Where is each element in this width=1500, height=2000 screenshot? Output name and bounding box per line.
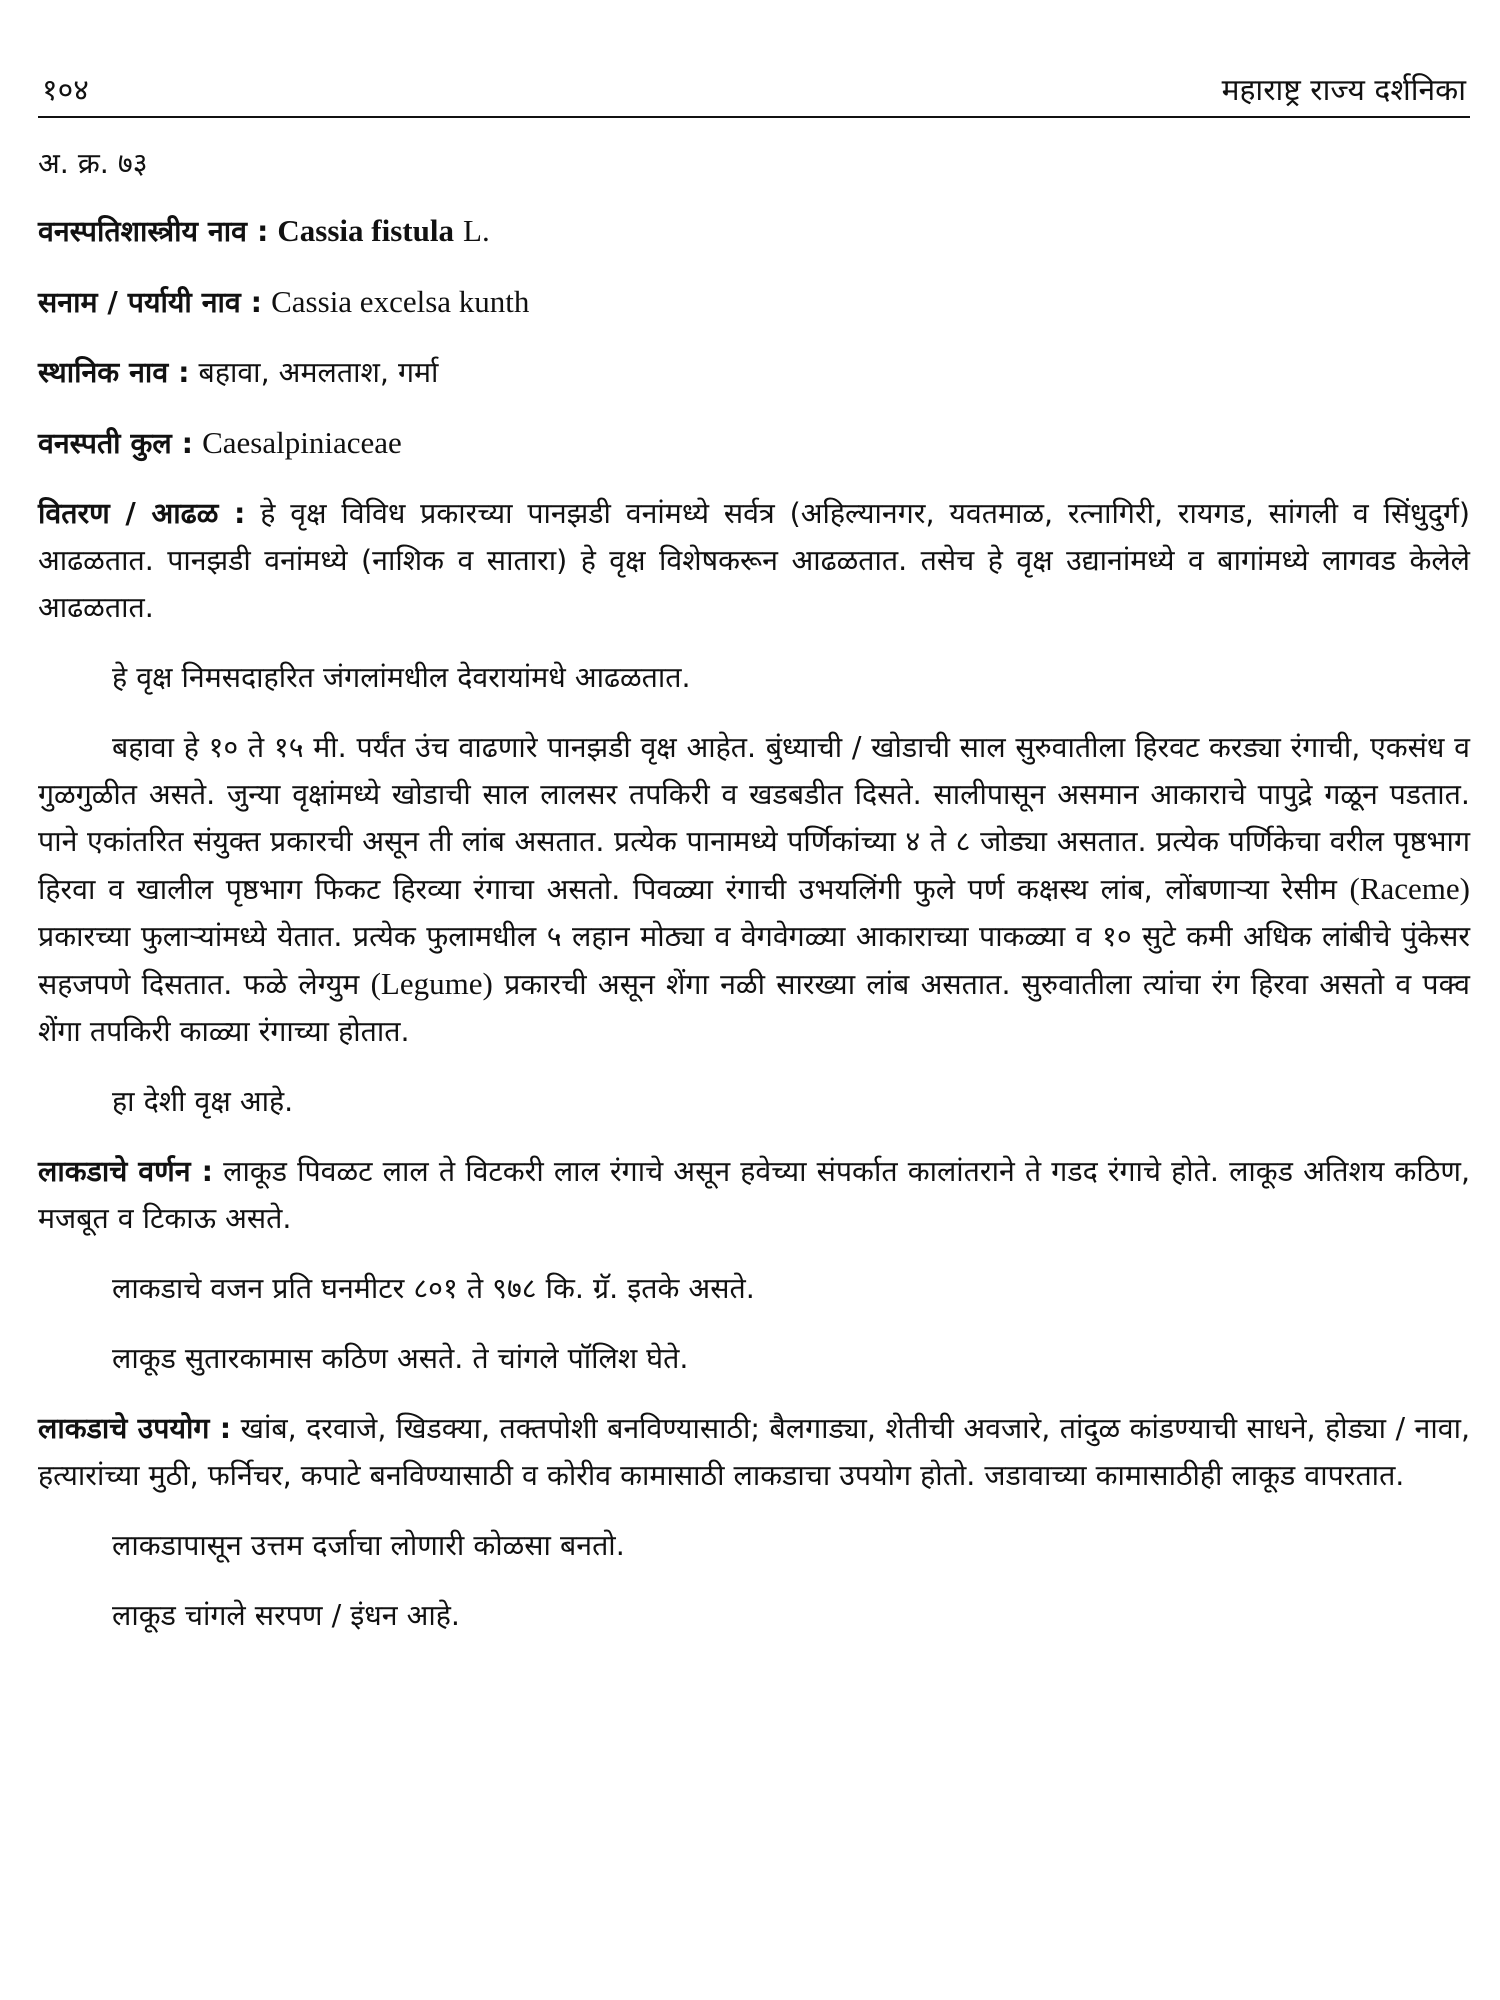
botanical-name-label: वनस्पतिशास्त्रीय नाव : [38, 215, 269, 248]
family-value: Caesalpiniaceae [202, 425, 402, 460]
synonym-label: सनाम / पर्यायी नाव : [38, 286, 263, 319]
description-part-2: प्रकारच्या फुलाऱ्यांमध्ये येतात. प्रत्येक फुलामधील ५ लहान मोठ्या व वेगवेगळ्या आकाराच्या पाकळ्या व १० सुटे कमी अधिक लांबीचे पुंकेसर सहजपणे दिसतात. फळे लेग्युम [38, 920, 1470, 1001]
wood-uses-text: खांब, दरवाजे, खिडक्या, तक्तपोशी बनविण्यासाठी; बैलगाड्या, शेतीची अवजारे, तांदुळ कांडण्याची साधने, होड्या / नावा, हत्यारांच्या मुठी, फर्निचर, कपाटे बनविण्यासाठी व कोरीव कामासाठी लाकडाचा उपयोग होतो. जडावाच्या कामासाठीही लाकूड वापरतात. [38, 1412, 1471, 1492]
wood-description-label: लाकडाचे वर्णन : [38, 1155, 213, 1188]
family-label: वनस्पती कुल : [38, 427, 194, 460]
botanical-name: Cassia fistula [277, 213, 454, 248]
book-page [38, 60, 1470, 1960]
serial-number: अ. क्र. ७३ [38, 147, 148, 180]
local-name-row [38, 349, 1470, 396]
synonym-row [38, 278, 1470, 326]
wood-weight: लाकडाचे वजन प्रति घनमीटर ८०१ ते ९७८ कि. ग्रॅ. इतके असते. [112, 1272, 755, 1305]
distribution-label: वितरण / आढळ : [38, 497, 246, 530]
family-row [38, 419, 1470, 467]
botanical-name-row [38, 207, 1470, 255]
distribution-paragraph [38, 490, 1470, 631]
page-number: १०४ [42, 73, 89, 108]
local-name-value: बहावा, अमलताश, गर्मा [198, 356, 439, 389]
wood-description-text: लाकूड पिवळट लाल ते विटकरी लाल रंगाचे असून हवेच्या संपर्कात कालांतराने ते गडद रंगाचे होते. लाकूड अतिशय कठिण, मजबूत व टिकाऊ असते. [38, 1155, 1471, 1235]
page-header [38, 60, 1470, 118]
local-name-label: स्थानिक नाव : [38, 356, 190, 389]
running-title: महाराष्ट्र राज्य दर्शनिका [1221, 73, 1466, 108]
distribution-text: हे वृक्ष विविध प्रकारच्या पानझडी वनांमध्ये सर्वत्र (अहिल्यानगर, यवतमाळ, रत्नागिरी, रायगड, सांगली व सिंधुदुर्ग) आढळतात. पानझडी वनांमध्ये (नाशिक व सातारा) हे वृक्ष विशेषकरून आढळतात. तसेच हे वृक्ष उद्यानांमध्ये व बागांमध्ये लागवड केलेले आढळतात. [38, 497, 1471, 624]
wood-workability: लाकूड सुतारकामास कठिण असते. ते चांगले पॉलिश घेते. [112, 1342, 689, 1375]
botanical-author: L. [463, 213, 490, 248]
native-note: हा देशी वृक्ष आहे. [112, 1085, 294, 1118]
description-paragraph [38, 724, 1470, 1055]
entry-content [38, 118, 1470, 1639]
synonym-value: Cassia excelsa kunth [271, 284, 530, 319]
wood-uses-label: लाकडाचे उपयोग : [38, 1412, 232, 1445]
fuel-note: लाकूड चांगले सरपण / इंधन आहे. [112, 1599, 460, 1632]
charcoal-note: लाकडापासून उत्तम दर्जाचा लोणारी कोळसा बनतो. [112, 1529, 625, 1562]
description-part-1: बहावा हे १० ते १५ मी. पर्यंत उंच वाढणारे पानझडी वृक्ष आहेत. बुंध्याची / खोडाची साल सुरुवातीला हिरवट करड्या रंगाची, एकसंध व गुळगुळीत असते. जुन्या वृक्षांमध्ये खोडाची साल लालसर तपकिरी व खडबडीत दिसते. सालीपासून असमान आकाराचे पापुद्रे गळून पडतात. पाने एकांतरित संयुक्त प्रकारची असून ती लांब असतात. प्रत्येक पानामध्ये पर्णिकांच्या ४ ते ८ जोड्या असतात. प्रत्येक पर्णिकेचा वरील पृष्ठभाग हिरवा व खालील पृष्ठभाग फिकट हिरव्या रंगाचा असतो. पिवळ्या रंगाची उभयलिंगी फुले पर्ण कक्षस्थ लांब, लोंबणाऱ्या रेसीम [38, 731, 1470, 906]
raceme-term: (Raceme) [1349, 871, 1471, 906]
wood-description-paragraph [38, 1148, 1470, 1242]
wood-uses-paragraph [38, 1405, 1470, 1499]
legume-term: (Legume) [370, 966, 493, 1001]
distribution-note: हे वृक्ष निमसदाहरित जंगलांमधील देवरायांमधे आढळतात. [112, 661, 691, 694]
description-part-3: प्रकारची असून शेंगा नळी सारख्या लांब असतात. सुरुवातीला त्यांचा रंग हिरवा असतो व पक्व शेंगा तपकिरी काळ्या रंगाच्या होतात. [38, 968, 1470, 1048]
